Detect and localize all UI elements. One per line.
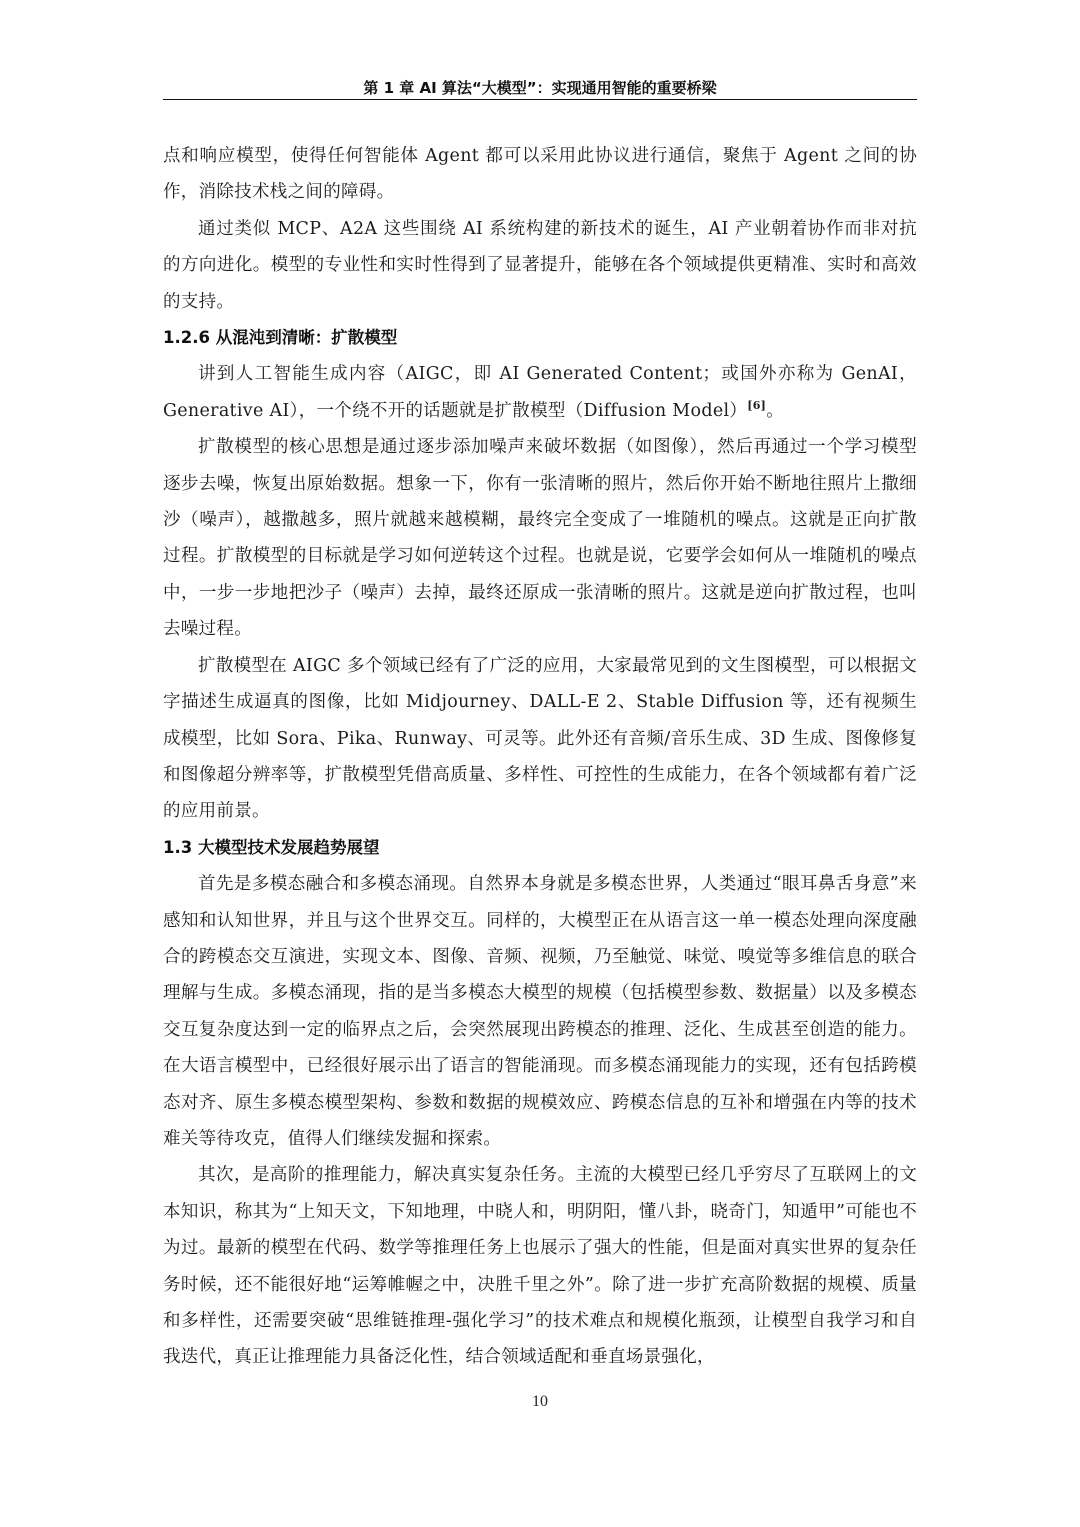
paragraph-aigc-text: 讲到人工智能生成内容（AIGC，即 AI Generated Content；或国外亦称为 GenAI，Generative AI），一个绕不开的话题就是扩散模型（Diffusion Model） [163,364,917,421]
paragraph-multimodal: 首先是多模态融合和多模态涌现。自然界本身就是多模态世界，人类通过“眼耳鼻舌身意”来感知和认知世界，并且与这个世界交互。同样的，大模型正在从语言这一单一模态处理向深度融合的跨模态交互演进，实现文本、图像、音频、视频，乃至触觉、味觉、嗅觉等多维信息的联合理解与生成。多模态涌现，指的是当多模态大模型的规模（包括模型参数、数据量）以及多模态交互复杂度达到一定的临界点之后，会突然展现出跨模态的推理、泛化、生成甚至创造的能力。在大语言模型中，已经很好展示出了语言的智能涌现。而多模态涌现能力的实现，还有包括跨模态对齐、原生多模态模型架构、参数和数据的规模效应、跨模态信息的互补和增强在内等的技术难关等待攻克，值得人们继续发掘和探索。 [163,874,917,1149]
citation-reference: [6] [747,399,767,413]
paragraph-reasoning: 其次，是高阶的推理能力，解决真实复杂任务。主流的大模型已经几乎穷尽了互联网上的文本知识，称其为“上知天文，下知地理，中晓人和，明阴阳，懂八卦，晓奇门，知遁甲”可能也不为过。最新的模型在代码、数学等推理任务上也展示了强大的性能，但是面对真实世界的复杂任务时候，还不能很好地“运筹帷幄之中，决胜千里之外”。除了进一步扩充高阶数据的规模、质量和多样性，还需要突破“思维链推理-强化学习”的技术难点和规模化瓶颈，让模型自我学习和自我迭代，真正让推理能力具备泛化性，结合领域适配和垂直场景强化， [163,1165,917,1368]
page-body [163,138,917,1376]
section-heading-1-2-6: 1.2.6 从混沌到清晰：扩散模型 [163,328,398,348]
page-number: 10 [532,1393,548,1410]
paragraph-continuation: 点和响应模型，使得任何智能体 Agent 都可以采用此协议进行通信，聚焦于 Agent 之间的协作，消除技术栈之间的障碍。 [163,146,917,203]
paragraph-diffusion-applications: 扩散模型在 AIGC 多个领域已经有了广泛的应用，大家最常见到的文生图模型，可以根据文字描述生成逼真的图像，比如 Midjourney、DALL-E 2、Stable Diffusion 等，还有视频生成模型，比如 Sora、Pika、Runway、可灵等。此外还有音频/音乐生成、3D 生成、图像修复和图像超分辨率等，扩散模型凭借高质量、多样性、可控性的生成能力，在各个领域都有着广泛的应用前景。 [163,655,917,822]
paragraph-aigc-intro [163,356,917,429]
paragraph-aigc-end: 。 [766,400,784,421]
running-header: 第 1 章 AI 算法“大模型”：实现通用智能的重要桥梁 [363,79,717,97]
section-heading-1-3: 1.3 大模型技术发展趋势展望 [163,837,380,857]
paragraph-diffusion-core: 扩散模型的核心思想是通过逐步添加噪声来破坏数据（如图像），然后再通过一个学习模型逐步去噪，恢复出原始数据。想象一下，你有一张清晰的照片，然后你开始不断地往照片上撒细沙（噪声），越撒越多，照片就越来越模糊，最终完全变成了一堆随机的噪点。这就是正向扩散过程。扩散模型的目标就是学习如何逆转这个过程。也就是说，它要学会如何从一堆随机的噪点中，一步一步地把沙子（噪声）去掉，最终还原成一张清晰的照片。这就是逆向扩散过程，也叫去噪过程。 [163,437,917,640]
header-rule [163,99,917,100]
paragraph-mcp-a2a: 通过类似 MCP、A2A 这些围绕 AI 系统构建的新技术的诞生，AI 产业朝着协作而非对抗的方向进化。模型的专业性和实时性得到了显著提升，能够在各个领域提供更精准、实时和高效的支持。 [163,218,917,312]
